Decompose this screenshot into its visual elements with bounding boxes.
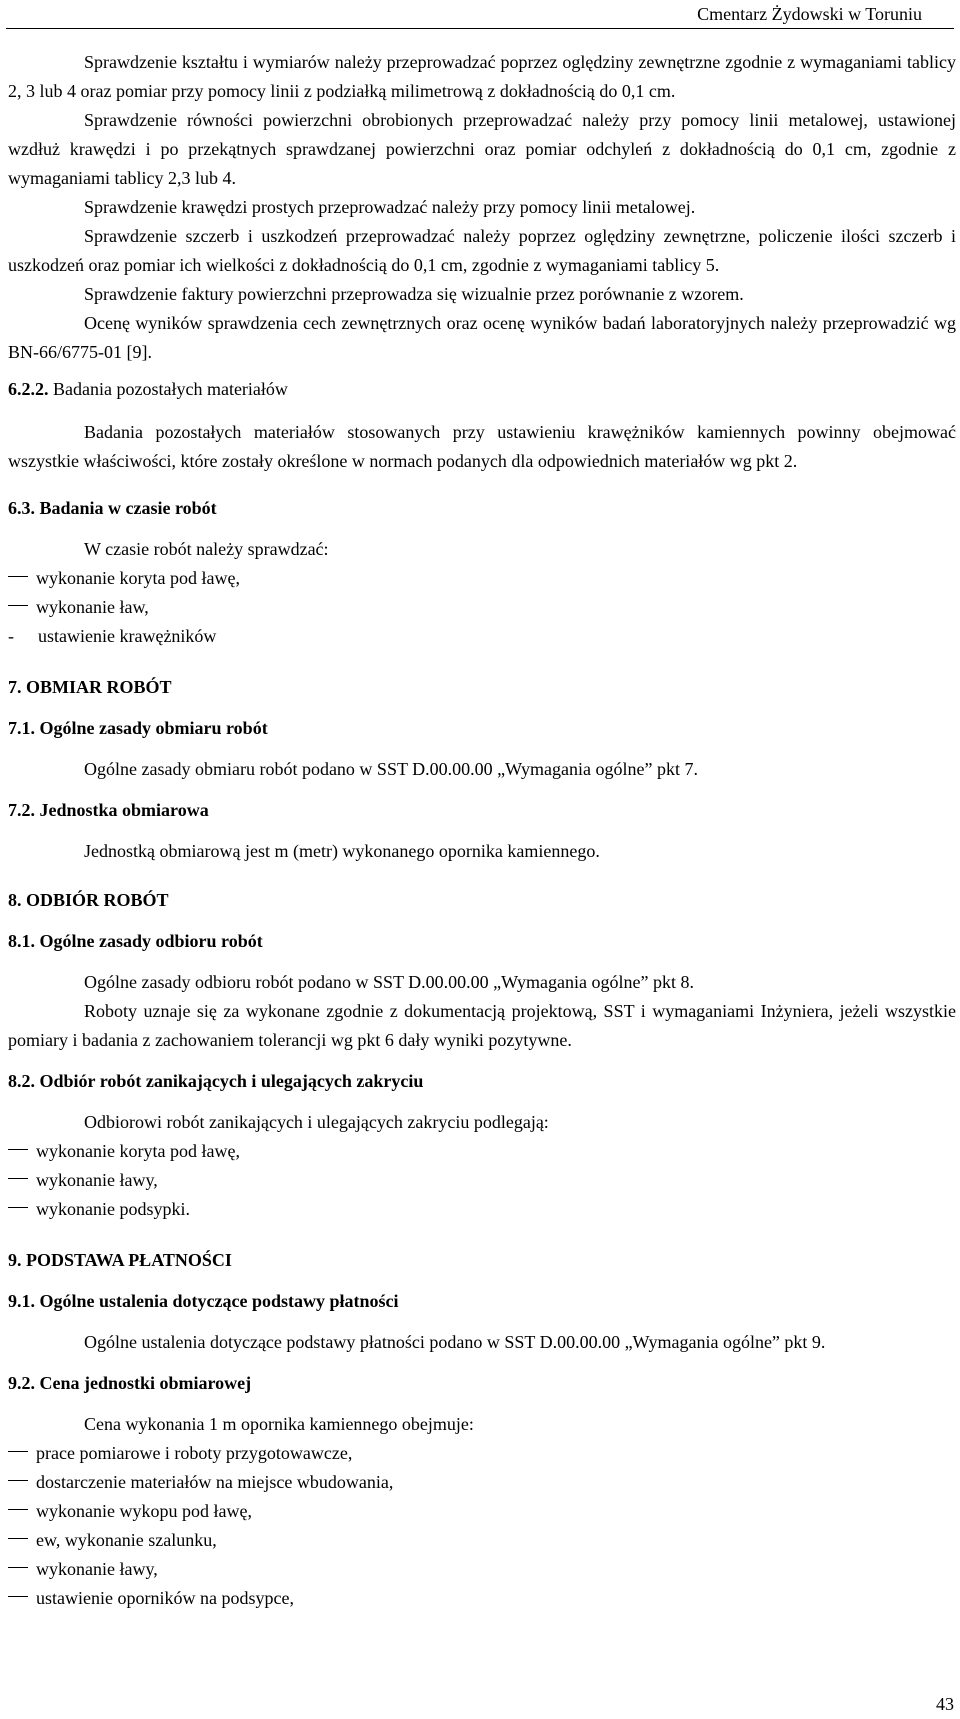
list-item [8, 622, 956, 651]
list-item-text: ew, wykonanie szalunku, [36, 1530, 217, 1550]
section-heading-8: 8. ODBIÓR ROBÓT [8, 890, 169, 910]
list-item-text: prace pomiarowe i roboty przygotowawcze, [36, 1443, 353, 1463]
page-number: 43 [936, 1694, 954, 1714]
section-heading-9-1: 9.1. Ogólne ustalenia dotyczące podstawy płatności [8, 1291, 399, 1311]
list-item-text: wykonanie ławy, [36, 1559, 158, 1579]
dash-bullet [8, 1567, 28, 1569]
section-heading-9-2: 9.2. Cena jednostki obmiarowej [8, 1373, 252, 1393]
paragraph: Sprawdzenie kształtu i wymiarów należy przeprowadzać poprzez oględziny zewnętrzne zgodnie z wymaganiami tablicy 2, 3 lub 4 oraz pomiar przy pomocy linii z podziałką milimetrową z dokładnością do 0,1 cm. [8, 52, 956, 101]
list-item [8, 593, 956, 622]
document-body [8, 48, 956, 1613]
section-number: 6.2.2. [8, 379, 49, 399]
paragraph: Odbiorowi robót zanikających i ulegających zakryciu podlegają: [84, 1112, 549, 1132]
list-item [8, 1526, 956, 1555]
dash-bullet [8, 1207, 28, 1209]
paragraph: W czasie robót należy sprawdzać: [84, 539, 329, 559]
paragraph: Sprawdzenie równości powierzchni obrobionych przeprowadzać należy przy pomocy linii metalowej, ustawionej wzdłuż krawędzi i po przekątnych sprawdzanej powierzchni oraz pomiar odchyleń z dokładnością do 0,1 cm, zgodnie z wymaganiami tablicy 2,3 lub 4. [8, 110, 956, 188]
dash-bullet [8, 605, 28, 607]
section-heading-8-2: 8.2. Odbiór robót zanikających i ulegających zakryciu [8, 1071, 424, 1091]
header-rule [6, 28, 954, 29]
list-item-text: dostarczenie materiałów na miejsce wbudowania, [36, 1472, 394, 1492]
dash-bullet [8, 1178, 28, 1180]
list-item-text: wykonanie ław, [36, 597, 149, 617]
list-item [8, 1195, 956, 1224]
list-item-text: wykonanie koryta pod ławę, [36, 1141, 240, 1161]
list-item [8, 1468, 956, 1497]
list-item-text: ustawienie oporników na podsypce, [36, 1588, 294, 1608]
running-header: Cmentarz Żydowski w Toruniu [697, 4, 922, 24]
dash-bullet [8, 1451, 28, 1453]
dash-bullet [8, 1509, 28, 1511]
paragraph: Badania pozostałych materiałów stosowanych przy ustawieniu krawężników kamiennych powinny obejmować wszystkie właściwości, które zostały określone w normach podanych dla odpowiednich materiałów wg pkt 2. [8, 422, 956, 471]
list-item-text: wykonanie ławy, [36, 1170, 158, 1190]
list [8, 1439, 956, 1613]
list-item-text: wykonanie koryta pod ławę, [36, 568, 240, 588]
section-heading-7-1: 7.1. Ogólne zasady obmiaru robót [8, 718, 268, 738]
paragraph: Roboty uznaje się za wykonane zgodnie z dokumentacją projektową, SST i wymaganiami Inżyniera, jeżeli wszystkie pomiary i badania z zachowaniem tolerancji wg pkt 6 dały wyniki pozytywne. [8, 1001, 956, 1050]
list [8, 1137, 956, 1224]
section-title: Badania pozostałych materiałów [48, 379, 288, 399]
paragraph: Ogólne zasady obmiaru robót podano w SST D.00.00.00 „Wymagania ogólne” pkt 7. [84, 759, 698, 779]
dash-bullet [8, 576, 28, 578]
paragraph: Jednostką obmiarową jest m (metr) wykonanego opornika kamiennego. [84, 841, 600, 861]
list-item [8, 1439, 956, 1468]
section-heading-6-3: 6.3. Badania w czasie robót [8, 498, 217, 518]
paragraph: Sprawdzenie krawędzi prostych przeprowadzać należy przy pomocy linii metalowej. [84, 197, 696, 217]
dash-bullet [8, 1149, 28, 1151]
dash-bullet [8, 1596, 28, 1598]
paragraph: Ogólne zasady odbioru robót podano w SST D.00.00.00 „Wymagania ogólne” pkt 8. [84, 972, 694, 992]
paragraph: Ocenę wyników sprawdzenia cech zewnętrznych oraz ocenę wyników badań laboratoryjnych należy przeprowadzić wg BN-66/6775-01 [9]. [8, 313, 956, 362]
section-heading-9: 9. PODSTAWA PŁATNOŚCI [8, 1250, 232, 1270]
list-item [8, 564, 956, 593]
list-item [8, 1497, 956, 1526]
list [8, 564, 956, 651]
list-item-text: wykonanie wykopu pod ławę, [36, 1501, 252, 1521]
list-item [8, 1166, 956, 1195]
dash-bullet [8, 1480, 28, 1482]
list-item [8, 1584, 956, 1613]
dash-bullet [8, 1538, 28, 1540]
list-item-text: wykonanie podsypki. [36, 1199, 190, 1219]
paragraph: Sprawdzenie szczerb i uszkodzeń przeprowadzać należy poprzez oględziny zewnętrzne, policzenie ilości szczerb i uszkodzeń oraz pomiar ich wielkości z dokładnością do 0,1 cm, zgodnie z wymaganiami tablicy 5. [8, 226, 956, 275]
list-item [8, 1555, 956, 1584]
hyphen-bullet: - [8, 626, 14, 646]
section-heading-7: 7. OBMIAR ROBÓT [8, 677, 172, 697]
section-heading-8-1: 8.1. Ogólne zasady odbioru robót [8, 931, 263, 951]
paragraph: Cena wykonania 1 m opornika kamiennego obejmuje: [84, 1414, 474, 1434]
paragraph: Ogólne ustalenia dotyczące podstawy płatności podano w SST D.00.00.00 „Wymagania ogólne” pkt 9. [84, 1332, 826, 1352]
section-heading-7-2: 7.2. Jednostka obmiarowa [8, 800, 209, 820]
list-item [8, 1137, 956, 1166]
section-heading-6-2-2 [8, 375, 956, 404]
paragraph: Sprawdzenie faktury powierzchni przeprowadza się wizualnie przez porównanie z wzorem. [84, 284, 744, 304]
list-item-text: ustawienie krawężników [38, 626, 217, 646]
